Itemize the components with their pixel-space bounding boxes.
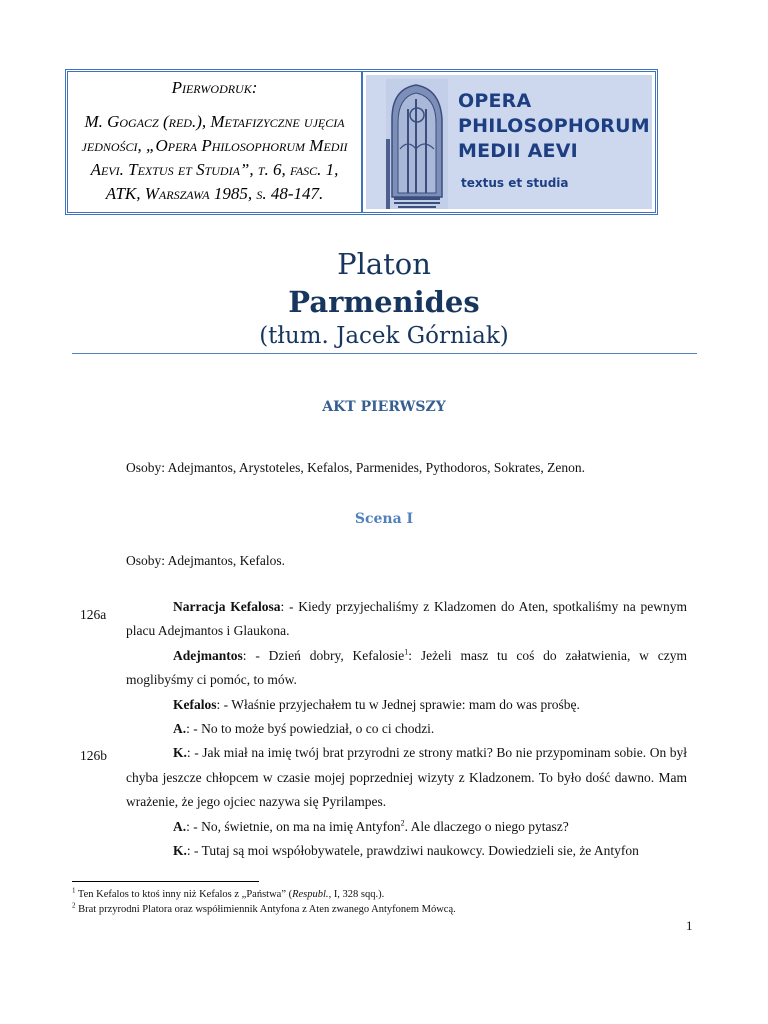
series-logo-panel xyxy=(366,75,652,209)
speech-text: : - Właśnie przyjechałem tu w Jednej sprawie: mam do was prośbę. xyxy=(216,696,580,712)
speech-text: : - No, świetnie, on ma na imię Antyfon xyxy=(186,818,401,834)
footnote-text: , I, 328 sqq.). xyxy=(328,889,385,900)
series-subtitle: textus et studia xyxy=(461,176,569,190)
speech-text: : Jeżeli masz tu coś do załatwienia, w czym moglibyśmy ci pomóc, to mów. xyxy=(126,647,688,688)
dialogue-paragraph xyxy=(126,839,687,863)
citation-line: Aevi. Textus et Studia”, t. 6, fasc. 1, xyxy=(90,160,339,179)
dialogue-paragraph xyxy=(126,815,687,839)
speaker-name: A. xyxy=(173,721,187,737)
act-heading: AKT PIERWSZY xyxy=(322,399,446,415)
title-divider xyxy=(72,353,697,354)
speaker-name: A. xyxy=(173,818,187,834)
dialogue-paragraph xyxy=(126,644,687,693)
first-edition-label: Pierwodruk: xyxy=(171,78,258,97)
footnote-ref[interactable]: 1 xyxy=(404,647,409,657)
speaker-name: Adejmantos xyxy=(173,647,243,663)
series-title-line: PHILOSOPHORUM xyxy=(458,115,650,137)
series-title-line: OPERA xyxy=(458,90,532,112)
series-title-line: MEDII AEVI xyxy=(458,140,578,162)
footnote-ref[interactable]: 2 xyxy=(400,818,405,828)
translator-line: (tłum. Jacek Górniak) xyxy=(259,323,509,349)
speaker-name: K. xyxy=(173,843,187,859)
footnote-divider xyxy=(72,881,259,882)
speaker-name: K. xyxy=(173,745,187,761)
footnote-number: 2 xyxy=(72,901,76,910)
speech-text: : - Tutaj są moi współobywatele, prawdziwi naukowcy. Dowiedzieli sie, że Antyfon xyxy=(186,843,639,859)
dialogue-paragraph xyxy=(126,595,687,644)
speech-text: : - Kiedy przyjechaliśmy z Kladzomen do Aten, spotkaliśmy na pewnym placu Adejmantos i Glaukona. xyxy=(126,599,687,639)
act-persons: Osoby: Adejmantos, Arystoteles, Kefalos, Parmenides, Pythodoros, Sokrates, Zenon. xyxy=(126,460,585,475)
scene-persons: Osoby: Adejmantos, Kefalos. xyxy=(126,553,285,568)
citation-line: ATK, Warszawa 1985, s. 48-147. xyxy=(105,184,324,203)
speaker-name: Kefalos xyxy=(173,696,217,712)
footnotes xyxy=(72,887,692,917)
citation-line: M. Gogacz (red.), Metafizyczne ujęcia xyxy=(84,112,345,131)
first-edition-box xyxy=(65,69,658,215)
speech-text: . Ale dlaczego o niego pytasz? xyxy=(404,818,569,834)
dialogue-text xyxy=(126,595,687,863)
footnote xyxy=(72,887,692,902)
speech-text: : - Jak miał na imię twój brat przyrodni ze strony matki? Bo nie przypominam sobie. On był chyba jeszcze chłopcem w czasie mojej poprzedniej wizyty z Kladzonem. To było dość dawno. Mam wrażenie, że jego ojciec nazywa się Pyrilampes. xyxy=(126,745,687,810)
series-title xyxy=(458,89,650,164)
dialogue-paragraph xyxy=(126,741,687,814)
author-name: Platon xyxy=(337,247,431,281)
speech-text: : - Dzień dobry, Kefalosie xyxy=(242,647,405,663)
footnote xyxy=(72,902,692,917)
citation-line: jedności, „Opera Philosophorum Medii xyxy=(81,136,348,155)
scene-heading: Scena I xyxy=(354,511,414,527)
citation-panel xyxy=(68,72,363,212)
footnote-italic: Respubl. xyxy=(292,889,329,900)
work-title: Parmenides xyxy=(288,285,480,319)
speaker-name: Narracja Kefalosa xyxy=(173,599,281,614)
margin-reference: 126a xyxy=(80,607,107,622)
speech-text: : - No to może byś powiedział, o co ci chodzi. xyxy=(186,721,435,737)
margin-reference: 126b xyxy=(80,748,107,763)
dialogue-paragraph xyxy=(126,693,687,717)
footnote-number: 1 xyxy=(72,886,76,895)
footnote-text: Brat przyrodni Platora oraz współimiennik Antyfona z Aten zwanego Antyfonem Mówcą. xyxy=(75,904,456,915)
dialogue-paragraph xyxy=(126,717,687,741)
cathedral-window-logo-icon xyxy=(386,79,448,209)
footnote-text: Ten Kefalos to ktoś inny niż Kefalos z „Państwa” ( xyxy=(75,889,293,900)
page-number: 1 xyxy=(686,918,693,933)
